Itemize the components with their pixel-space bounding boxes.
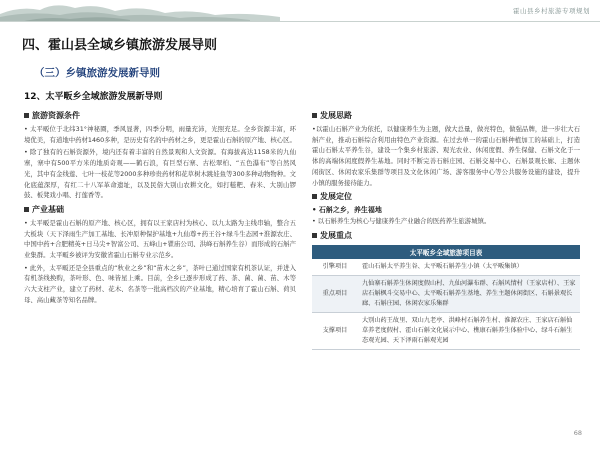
resources-heading (24, 110, 296, 121)
section-title: 四、霍山县全域乡镇旅游发展导则 (22, 38, 218, 53)
position-heading-label: 发展定位 (320, 192, 352, 202)
table-category: 引擎项目 (312, 259, 358, 276)
ideas-paragraph: •以霍山石斛产业为依托，以健康养生为主题，做大总量，做亮特色，做强品牌，进一步壮大石斛产业，推动石斛综合利用由特色产业资源。在过去单一的霍山石斛种植加工的基础上，打造霍山石斛太平养生谷，建设一个集乡村旅游、观光农业、休闲度假、养生保健、石斛文化于一体的高端休闲度假养生基地。同时不断完善石斛庄园、石斛交易中心、石斛景观长廊、主题休闲街区、休闲农家乐集群等项目及文化休闲广场、游客服务中心等公共服务设施的建设，提升小镇的服务接待能力。 (312, 125, 580, 187)
header-band (0, 0, 600, 24)
item-title: 12、太平畈乡全域旅游发展新导则 (24, 92, 163, 102)
doc-title: 霍山县乡村旅游专项规划 (513, 7, 590, 15)
subsection-title: （三）乡镇旅游发展新导则 (34, 67, 160, 79)
industry-heading (24, 204, 296, 215)
table-row (312, 259, 580, 276)
ideas-heading (312, 110, 580, 121)
right-column (312, 110, 580, 350)
focus-heading (312, 230, 580, 241)
table-content: 大别山药王故里、双山九老亭、洪峰村石斛养生村、淮源农庄、王家店石斛仙草养老度假村、霍山石斛文化展示中心、樵康石斛养生体验中心、绿斗石斛生态观光园、天下泽雨石斛观光园 (358, 312, 580, 349)
industry-heading-label: 产业基础 (32, 204, 64, 214)
header-divider (0, 21, 600, 22)
page-number: 68 (573, 429, 582, 437)
table-row (312, 275, 580, 312)
project-table (312, 245, 580, 350)
table-category: 支撑项目 (312, 312, 358, 349)
focus-heading-label: 发展重点 (320, 230, 352, 240)
resources-paragraph: • 除了独有的石斛资源外，境内还有着丰富的自然景观和人文资源。有海拔高达1158米的九仙寨，寨中有500平方米的地质奇观——鹤石浪，有巨型石寨、古松翠柏、“五色瀑布”等自然风光，其中有金线莲、七叶一枝花等2000多种珍贵药材和花草树木跳娃鱼等300多种动物物种。文化底蕴深厚，有红二十八军革命遗址，以及民俗大别山农耕文化，如打糍粑、舂米、大别山锣鼓、板凳戏小唱、打莲香等。 (24, 148, 296, 200)
table-content: 九仙寨石斛养生休闲度假山村、九仙河瀑布群、石斛风情村（王家店村）、王家店石斛枫斗交易中心、太平畈石斛养生基地、养生主题休闲街区、石斛景观长廊、石斛庄园、休闲农家乐集群 (358, 275, 580, 312)
resources-heading-label: 旅游资源条件 (32, 111, 80, 120)
square-bullet-icon (24, 113, 29, 118)
left-column (24, 110, 296, 308)
industry-paragraph: • 太平畈是霍山石斛的原产地、核心区，拥有以王家店村为核心、以九太路为主线串轴，整合五大板块（天下泽雨生产加工基地、长冲原种保护基地+九仙尊+药王谷+绿斗生态园+淮源农庄、中国中药+合肥精英+日马尖+智富公司、五峰山+瞿庙公司、洪峰石斛养生谷）而形成的石斛产业集群。太平畈乡被评为安徽省霍山石斛专业示范乡。 (24, 218, 296, 260)
ideas-heading-label: 发展思路 (320, 111, 352, 120)
square-bullet-icon (312, 113, 317, 118)
resources-paragraph: • 太平畈位于北纬31°神秘圈，季风显著，四季分明，雨量充沛，光照充足。全乡资源丰富，环境优美，有道地中药材1460多种，是历史有名的中药材之乡，更是霍山石斛的原产地、核心区。 (24, 125, 296, 144)
square-bullet-icon (312, 233, 317, 238)
square-bullet-icon (312, 194, 317, 199)
mountain-landscape-icon (0, 0, 600, 22)
table-row (312, 312, 580, 349)
table-category: 重点项目 (312, 275, 358, 312)
square-bullet-icon (24, 207, 29, 212)
project-table-header: 太平畈乡全域旅游项目表 (312, 245, 580, 259)
position-paragraph: • 以石斛养生为核心与健康养生产业融合的医药养生旅游城镇。 (312, 217, 491, 226)
table-content: 霍山石斛太平养生谷、太平畈石斛养生小镇（太平畈集镇） (358, 259, 580, 276)
position-heading (312, 191, 580, 202)
industry-paragraph: • 此外，太平畈还是全县重点的“秋业之乡”和“苗木之乡”，茶叶已通过国家有机茶认证，并进入有机茶线换购，茶叶形、色、味皆星上乘。目前，全乡已逐步形成了药、茶、菌、菌、苗、木等六大支柱产业，建立了药材、花木、名茶等一批高档次的产业基地，精心培育了霍山石斛、荷贝母、高山藏茶等知名品牌。 (24, 263, 296, 304)
position-slogan: • 石斛之乡，养生福地 (312, 206, 382, 215)
